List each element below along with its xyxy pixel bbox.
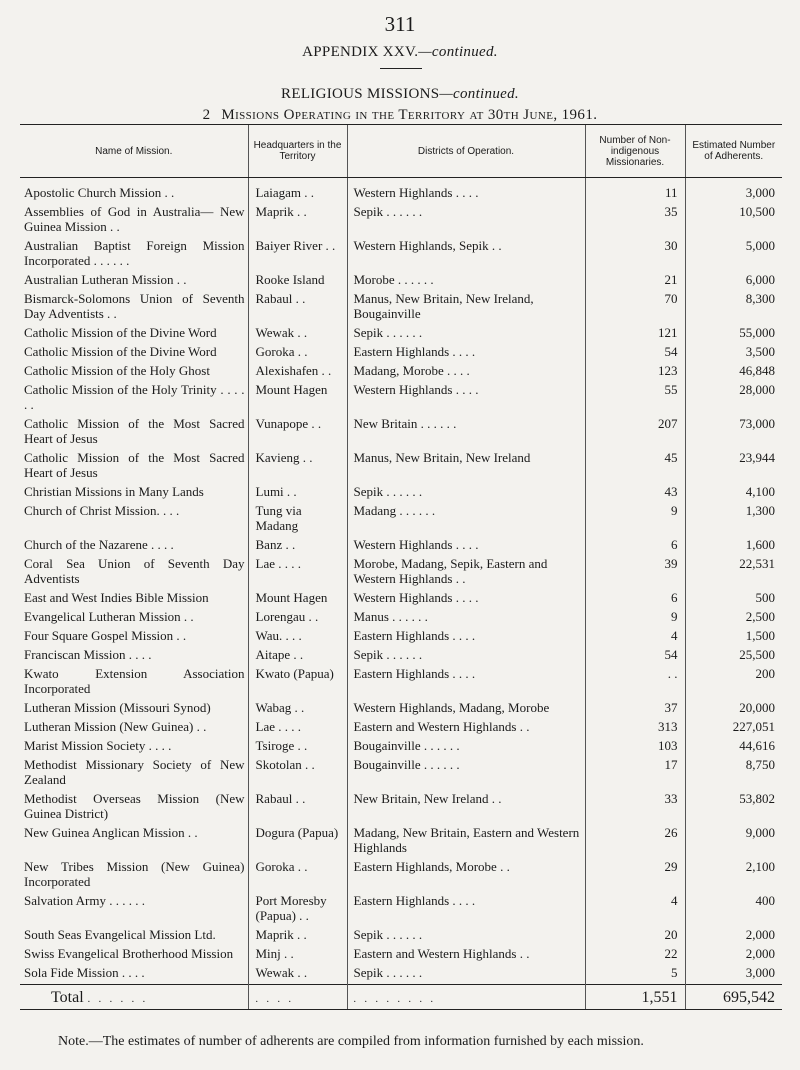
districts-cell: New Britain, New Ireland . . xyxy=(347,791,585,825)
missionaries-cell: 4 xyxy=(585,893,685,927)
missionaries-cell: 9 xyxy=(585,503,685,537)
districts-cell: Eastern Highlands . . . . xyxy=(347,666,585,700)
total-hq-dots: . . . . xyxy=(255,994,294,1005)
districts-cell: Sepik . . . . . . xyxy=(347,965,585,985)
mission-name-cell: Assemblies of God in Australia— New Guinea Mission . . xyxy=(24,204,245,234)
missionaries-cell: 123 xyxy=(585,363,685,382)
mission-name-cell: Australian Baptist Foreign Mission Incorporated . . . . . . xyxy=(24,238,245,268)
table-row xyxy=(20,450,782,484)
mission-name-cell: Christian Missions in Many Lands xyxy=(24,484,204,499)
districts-cell: Western Highlands . . . . xyxy=(347,537,585,556)
headquarters-cell: Wewak . . xyxy=(248,325,347,344)
total-missionaries: 1,551 xyxy=(585,985,685,1010)
table-row xyxy=(20,666,782,700)
districts-cell: Morobe, Madang, Sepik, Eastern and Western Highlands . . xyxy=(347,556,585,590)
adherents-cell: 8,750 xyxy=(685,757,782,791)
table-row xyxy=(20,272,782,291)
headquarters-cell: Maprik . . xyxy=(248,927,347,946)
districts-cell: Western Highlands . . . . xyxy=(347,382,585,416)
missionaries-cell: 22 xyxy=(585,946,685,965)
headquarters-cell: Lorengau . . xyxy=(248,609,347,628)
adherents-cell: 1,500 xyxy=(685,628,782,647)
missionaries-cell: 54 xyxy=(585,344,685,363)
districts-cell: Sepik . . . . . . xyxy=(347,325,585,344)
table-row xyxy=(20,946,782,965)
districts-cell: Eastern Highlands . . . . xyxy=(347,628,585,647)
missionaries-cell: 20 xyxy=(585,927,685,946)
headquarters-cell: Banz . . xyxy=(248,537,347,556)
missionaries-cell: 26 xyxy=(585,825,685,859)
missionaries-cell: 11 xyxy=(585,178,685,205)
districts-cell: Madang . . . . . . xyxy=(347,503,585,537)
adherents-cell: 1,600 xyxy=(685,537,782,556)
missionaries-cell: 121 xyxy=(585,325,685,344)
missionaries-cell: 6 xyxy=(585,537,685,556)
headquarters-cell: Skotolan . . xyxy=(248,757,347,791)
total-adherents: 695,542 xyxy=(685,985,782,1010)
headquarters-cell: Goroka . . xyxy=(248,859,347,893)
missionaries-cell: 6 xyxy=(585,590,685,609)
missionaries-cell: 33 xyxy=(585,791,685,825)
headquarters-cell: Aitape . . xyxy=(248,647,347,666)
headquarters-cell: Rabaul . . xyxy=(248,791,347,825)
table-row xyxy=(20,893,782,927)
headquarters-cell: Rooke Island xyxy=(248,272,347,291)
missionaries-cell: 37 xyxy=(585,700,685,719)
mission-name-cell: Bismarck-Solomons Union of Seventh Day Adventists . . xyxy=(24,291,245,321)
districts-cell: Madang, Morobe . . . . xyxy=(347,363,585,382)
table-row xyxy=(20,204,782,238)
missions-table xyxy=(20,124,782,1010)
adherents-cell: 2,100 xyxy=(685,859,782,893)
headquarters-cell: Laiagam . . xyxy=(248,178,347,205)
districts-cell: Eastern Highlands . . . . xyxy=(347,893,585,927)
table-row xyxy=(20,344,782,363)
districts-cell: Sepik . . . . . . xyxy=(347,647,585,666)
headquarters-cell: Wau. . . . xyxy=(248,628,347,647)
mission-name-cell: Apostolic Church Mission . . xyxy=(24,185,175,200)
table-row xyxy=(20,537,782,556)
mission-name-cell: Church of Christ Mission. . . . xyxy=(24,503,180,518)
title-divider xyxy=(380,68,422,69)
header-name: Name of Mission. xyxy=(20,125,248,178)
districts-cell: Bougainville . . . . . . xyxy=(347,757,585,791)
mission-name-cell: East and West Indies Bible Mission xyxy=(24,590,209,605)
table-row xyxy=(20,291,782,325)
adherents-cell: 400 xyxy=(685,893,782,927)
mission-name-cell: Catholic Mission of the Divine Word xyxy=(24,325,217,340)
headquarters-cell: Minj . . xyxy=(248,946,347,965)
missionaries-cell: 70 xyxy=(585,291,685,325)
mission-name-cell: Church of the Nazarene . . . . xyxy=(24,537,174,552)
missionaries-cell: 103 xyxy=(585,738,685,757)
adherents-cell: 1,300 xyxy=(685,503,782,537)
headquarters-cell: Vunapope . . xyxy=(248,416,347,450)
appendix-title-main: APPENDIX XXV. xyxy=(302,44,419,60)
mission-name-cell: New Guinea Anglican Mission . . xyxy=(24,825,198,840)
mission-name-cell: Coral Sea Union of Seventh Day Adventists xyxy=(24,556,245,586)
districts-cell: New Britain . . . . . . xyxy=(347,416,585,450)
table-header-row xyxy=(20,125,782,178)
missionaries-cell: 5 xyxy=(585,965,685,985)
districts-cell: Eastern and Western Highlands . . xyxy=(347,946,585,965)
total-districts-dots: . . . . . . . . xyxy=(353,994,436,1005)
total-label-cell xyxy=(20,985,248,1010)
page-number: 311 xyxy=(384,12,416,36)
header-districts: Districts of Operation. xyxy=(347,125,585,178)
section-title: Missions Operating in the Territory at 30th June, 1961. xyxy=(221,107,598,123)
mission-name-cell: Swiss Evangelical Brotherhood Mission xyxy=(24,946,234,961)
districts-cell: Sepik . . . . . . xyxy=(347,204,585,238)
table-row xyxy=(20,382,782,416)
mission-name-cell: Evangelical Lutheran Mission . . xyxy=(24,609,194,624)
table-row xyxy=(20,416,782,450)
adherents-cell: 10,500 xyxy=(685,204,782,238)
adherents-cell: 5,000 xyxy=(685,238,782,272)
districts-cell: Western Highlands . . . . xyxy=(347,590,585,609)
mission-name-cell: Marist Mission Society . . . . xyxy=(24,738,172,753)
adherents-cell: 55,000 xyxy=(685,325,782,344)
headquarters-cell: Maprik . . xyxy=(248,204,347,238)
headquarters-cell: Dogura (Papua) xyxy=(248,825,347,859)
missionaries-cell: 313 xyxy=(585,719,685,738)
table-row xyxy=(20,628,782,647)
headquarters-cell: Tung via Madang xyxy=(248,503,347,537)
adherents-cell: 46,848 xyxy=(685,363,782,382)
adherents-cell: 23,944 xyxy=(685,450,782,484)
missionaries-cell: 35 xyxy=(585,204,685,238)
districts-cell: Bougainville . . . . . . xyxy=(347,738,585,757)
table-row xyxy=(20,927,782,946)
adherents-cell: 200 xyxy=(685,666,782,700)
mission-name-cell: Catholic Mission of the Most Sacred Heart of Jesus xyxy=(24,416,245,446)
districts-cell: Manus . . . . . . xyxy=(347,609,585,628)
adherents-cell: 25,500 xyxy=(685,647,782,666)
headquarters-cell: Mount Hagen xyxy=(248,590,347,609)
headquarters-cell: Mount Hagen xyxy=(248,382,347,416)
districts-cell: Western Highlands . . . . xyxy=(347,178,585,205)
total-label: Total xyxy=(51,989,84,1006)
missionaries-cell: 39 xyxy=(585,556,685,590)
table-row xyxy=(20,791,782,825)
adherents-cell: 3,000 xyxy=(685,965,782,985)
table-row xyxy=(20,719,782,738)
mission-name-cell: Australian Lutheran Mission . . xyxy=(24,272,187,287)
missionaries-cell: 29 xyxy=(585,859,685,893)
headquarters-cell: Wewak . . xyxy=(248,965,347,985)
mission-name-cell: New Tribes Mission (New Guinea) Incorporated xyxy=(24,859,245,889)
headquarters-cell: Kavieng . . xyxy=(248,450,347,484)
footnote: Note.—The estimates of number of adherents are compiled from information furnished by each mission. xyxy=(58,1034,644,1049)
table-row xyxy=(20,859,782,893)
table-row xyxy=(20,238,782,272)
headquarters-cell: Baiyer River . . xyxy=(248,238,347,272)
mission-name-cell: Catholic Mission of the Divine Word xyxy=(24,344,217,359)
adherents-cell: 9,000 xyxy=(685,825,782,859)
missionaries-cell: . . xyxy=(585,666,685,700)
districts-cell: Manus, New Britain, New Ireland xyxy=(347,450,585,484)
table-row xyxy=(20,363,782,382)
subtitle-main: RELIGIOUS MISSIONS xyxy=(281,86,440,102)
mission-name-cell: South Seas Evangelical Mission Ltd. xyxy=(24,927,216,942)
header-headquarters: Headquarters in the Territory xyxy=(248,125,347,178)
mission-name-cell: Four Square Gospel Mission . . xyxy=(24,628,187,643)
adherents-cell: 6,000 xyxy=(685,272,782,291)
districts-cell: Morobe . . . . . . xyxy=(347,272,585,291)
mission-name-cell: Catholic Mission of the Holy Ghost xyxy=(24,363,210,378)
adherents-cell: 227,051 xyxy=(685,719,782,738)
table-row xyxy=(20,825,782,859)
missionaries-cell: 45 xyxy=(585,450,685,484)
headquarters-cell: Tsiroge . . xyxy=(248,738,347,757)
districts-cell: Sepik . . . . . . xyxy=(347,484,585,503)
headquarters-cell: Goroka . . xyxy=(248,344,347,363)
table-row xyxy=(20,738,782,757)
table-row xyxy=(20,757,782,791)
total-districts-cell xyxy=(347,985,585,1010)
mission-name-cell: Catholic Mission of the Most Sacred Heart of Jesus xyxy=(24,450,245,480)
adherents-cell: 500 xyxy=(685,590,782,609)
mission-name-cell: Methodist Overseas Mission (New Guinea District) xyxy=(24,791,245,821)
headquarters-cell: Rabaul . . xyxy=(248,291,347,325)
districts-cell: Manus, New Britain, New Ireland, Bougainville xyxy=(347,291,585,325)
districts-cell: Sepik . . . . . . xyxy=(347,927,585,946)
appendix-title xyxy=(0,44,800,61)
adherents-cell: 20,000 xyxy=(685,700,782,719)
adherents-cell: 8,300 xyxy=(685,291,782,325)
total-hq-cell xyxy=(248,985,347,1010)
headquarters-cell: Lae . . . . xyxy=(248,556,347,590)
table-body xyxy=(20,178,782,985)
adherents-cell: 3,500 xyxy=(685,344,782,363)
table-row xyxy=(20,503,782,537)
adherents-cell: 4,100 xyxy=(685,484,782,503)
table-row xyxy=(20,325,782,344)
section-heading xyxy=(0,107,800,124)
missionaries-cell: 21 xyxy=(585,272,685,291)
table-total-row xyxy=(20,985,782,1010)
districts-cell: Western Highlands, Sepik . . xyxy=(347,238,585,272)
adherents-cell: 2,500 xyxy=(685,609,782,628)
subtitle-suffix: —continued. xyxy=(439,86,519,102)
mission-name-cell: Lutheran Mission (Missouri Synod) xyxy=(24,700,211,715)
table-row xyxy=(20,647,782,666)
adherents-cell: 28,000 xyxy=(685,382,782,416)
districts-cell: Eastern Highlands, Morobe . . xyxy=(347,859,585,893)
districts-cell: Madang, New Britain, Eastern and Western Highlands xyxy=(347,825,585,859)
districts-cell: Eastern Highlands . . . . xyxy=(347,344,585,363)
districts-cell: Eastern and Western Highlands . . xyxy=(347,719,585,738)
adherents-cell: 44,616 xyxy=(685,738,782,757)
table-row xyxy=(20,178,782,205)
missionaries-cell: 43 xyxy=(585,484,685,503)
table-row xyxy=(20,965,782,985)
missionaries-cell: 9 xyxy=(585,609,685,628)
headquarters-cell: Kwato (Papua) xyxy=(248,666,347,700)
mission-name-cell: Catholic Mission of the Holy Trinity . . . . . . xyxy=(24,382,245,412)
headquarters-cell: Port Moresby (Papua) . . xyxy=(248,893,347,927)
table-row xyxy=(20,556,782,590)
adherents-cell: 2,000 xyxy=(685,946,782,965)
missionaries-cell: 4 xyxy=(585,628,685,647)
mission-name-cell: Franciscan Mission . . . . xyxy=(24,647,152,662)
table-row xyxy=(20,590,782,609)
headquarters-cell: Lumi . . xyxy=(248,484,347,503)
subtitle xyxy=(0,86,800,103)
missions-table-wrapper xyxy=(20,124,782,1010)
table-row xyxy=(20,700,782,719)
adherents-cell: 2,000 xyxy=(685,927,782,946)
missionaries-cell: 55 xyxy=(585,382,685,416)
mission-name-cell: Kwato Extension Association Incorporated xyxy=(24,666,245,696)
missionaries-cell: 207 xyxy=(585,416,685,450)
headquarters-cell: Alexishafen . . xyxy=(248,363,347,382)
table-row xyxy=(20,484,782,503)
adherents-cell: 22,531 xyxy=(685,556,782,590)
section-number: 2 xyxy=(202,107,211,123)
missionaries-cell: 54 xyxy=(585,647,685,666)
headquarters-cell: Wabag . . xyxy=(248,700,347,719)
missionaries-cell: 30 xyxy=(585,238,685,272)
header-missionaries: Number of Non-indigenous Missionaries. xyxy=(585,125,685,178)
adherents-cell: 73,000 xyxy=(685,416,782,450)
headquarters-cell: Lae . . . . xyxy=(248,719,347,738)
mission-name-cell: Salvation Army . . . . . . xyxy=(24,893,145,908)
table-row xyxy=(20,609,782,628)
appendix-title-suffix: —continued. xyxy=(418,44,498,60)
mission-name-cell: Methodist Missionary Society of New Zealand xyxy=(24,757,245,787)
districts-cell: Western Highlands, Madang, Morobe xyxy=(347,700,585,719)
adherents-cell: 3,000 xyxy=(685,178,782,205)
missionaries-cell: 17 xyxy=(585,757,685,791)
total-name-dots: . . . . . . xyxy=(87,994,149,1005)
header-adherents: Estimated Number of Adherents. xyxy=(685,125,782,178)
mission-name-cell: Lutheran Mission (New Guinea) . . xyxy=(24,719,207,734)
mission-name-cell: Sola Fide Mission . . . . xyxy=(24,965,145,980)
adherents-cell: 53,802 xyxy=(685,791,782,825)
